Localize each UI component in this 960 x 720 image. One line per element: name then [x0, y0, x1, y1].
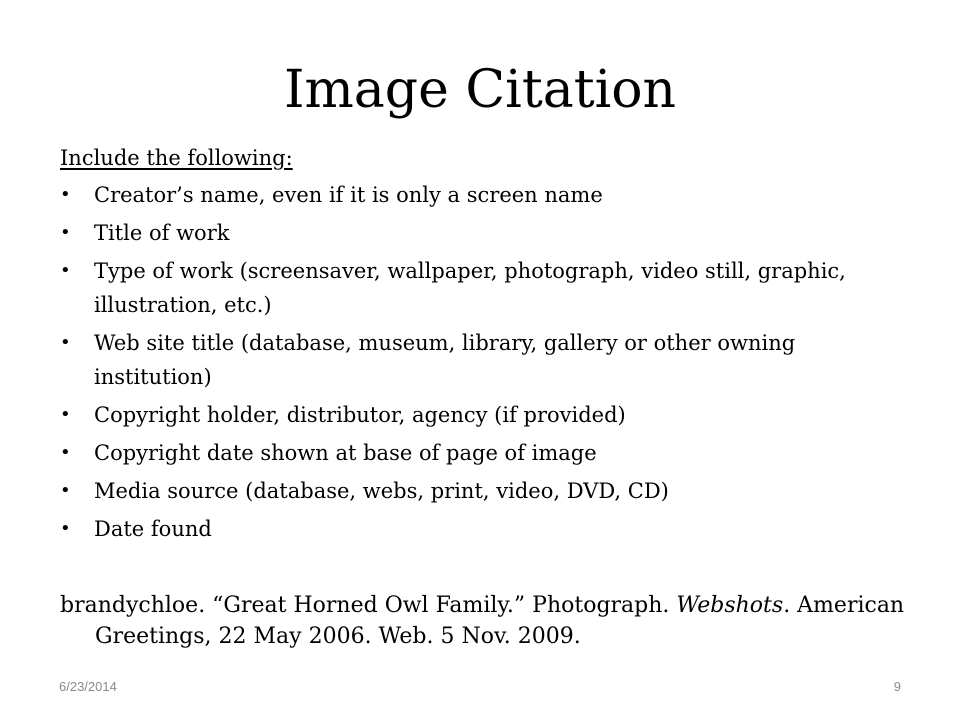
bullet-item [60, 326, 890, 394]
citation-text-end: . American Greetings, 22 May 2006. Web. 5 Nov. 2009. [95, 593, 905, 649]
bullet-dot-icon: • [60, 518, 71, 539]
bullet-text: Media source (database, webs, print, video, DVD, CD) [94, 479, 669, 503]
footer-page-number: 9 [893, 679, 901, 694]
bullet-text: Title of work [94, 221, 230, 245]
citation-text-start: brandychloe. “Great Horned Owl Family.” Photograph. [60, 593, 677, 618]
bullet-item [60, 512, 890, 546]
bullet-dot-icon: • [60, 260, 71, 281]
bullet-text: Copyright holder, distributor, agency (if provided) [94, 403, 626, 427]
bullet-text: Creator’s name, even if it is only a screen name [94, 183, 603, 207]
citation-website-title: Webshots [676, 593, 784, 618]
citation-example [60, 590, 935, 652]
bullet-text: Copyright date shown at base of page of image [94, 441, 597, 465]
bullet-item [60, 216, 890, 250]
bullet-dot-icon: • [60, 404, 71, 425]
bullet-text: Web site title (database, museum, library, gallery or other owning institution) [94, 331, 796, 389]
bullet-list [60, 178, 890, 550]
bullet-item [60, 254, 890, 322]
bullet-dot-icon: • [60, 332, 71, 353]
bullet-item [60, 178, 890, 212]
bullet-item [60, 436, 890, 470]
bullet-dot-icon: • [60, 222, 71, 243]
bullet-dot-icon: • [60, 480, 71, 501]
bullet-text: Date found [94, 517, 212, 541]
bullet-item [60, 398, 890, 432]
intro-text: Include the following: [60, 146, 293, 170]
bullet-dot-icon: • [60, 442, 71, 463]
slide-title: Image Citation [283, 60, 677, 120]
bullet-dot-icon: • [60, 184, 71, 205]
footer-date: 6/23/2014 [59, 679, 117, 694]
bullet-item [60, 474, 890, 508]
bullet-text: Type of work (screensaver, wallpaper, photograph, video still, graphic, illustration, etc.) [94, 259, 846, 317]
